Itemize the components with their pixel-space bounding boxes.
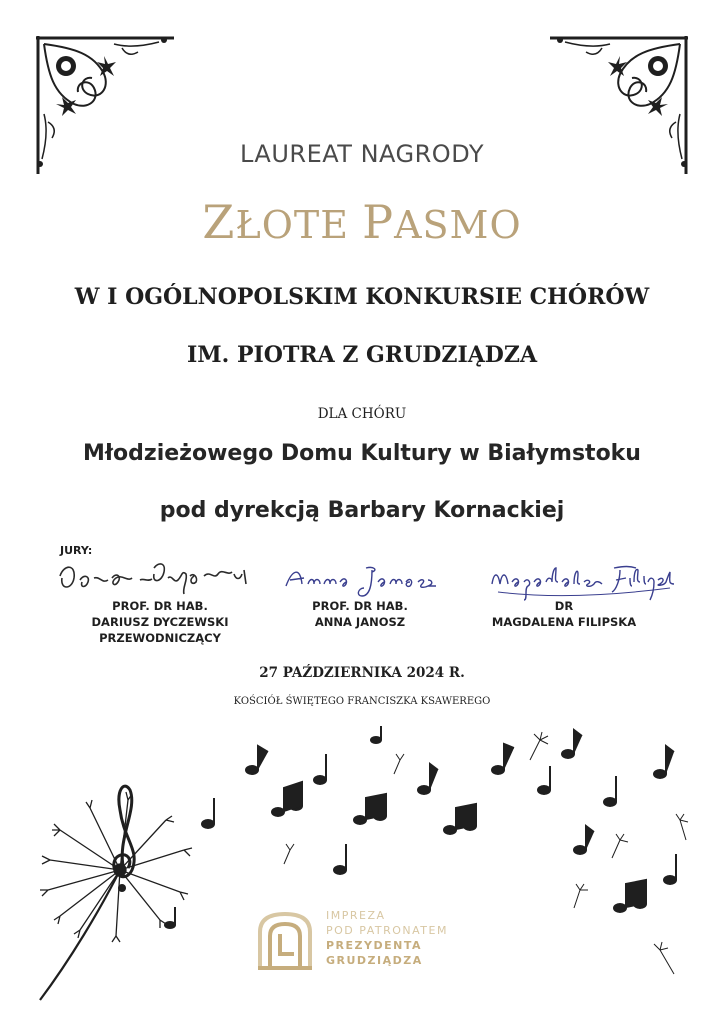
- patronage-line-1: IMPREZA: [326, 909, 386, 922]
- event-date: 27 PAŹDZIERNIKA 2024 R.: [259, 665, 465, 681]
- award-initial-1: Z: [202, 195, 236, 249]
- music-note-icon: [165, 726, 676, 928]
- contest-line-2: IM. PIOTRA Z GRUDZIĄDZA: [186, 342, 538, 368]
- jury-member-title: DR: [554, 599, 574, 613]
- jury-member-name: ANNA JANOSZ: [314, 615, 406, 629]
- jury-member-name: MAGDALENA FILIPSKA: [491, 615, 637, 629]
- choir-name: Młodzieżowego Domu Kultury w Białymstoku: [83, 441, 641, 466]
- jury-member-title: PROF. DR HAB.: [112, 599, 208, 613]
- jury-label: JURY:: [60, 544, 93, 557]
- for-choir-label: DLA CHÓRU: [317, 406, 407, 422]
- patronage-line-4: GRUDZIĄDZA: [326, 954, 423, 967]
- patronage-line-2: POD PATRONATEM: [326, 924, 448, 937]
- jury-member-3: [464, 598, 664, 630]
- event-place: KOŚCIÓŁ ŚWIĘTEGO FRANCISZKA KSAWEREGO: [233, 696, 491, 707]
- certificate-heading: LAUREAT NAGRODY: [239, 140, 485, 168]
- contest-line-1: W I OGÓLNOPOLSKIM KONKURSIE CHÓRÓW: [74, 284, 650, 310]
- signature-dariusz-dyczewski: [54, 556, 254, 602]
- conductor-line: pod dyrekcją Barbary Kornackiej: [159, 498, 565, 523]
- award-initial-2: P: [362, 195, 395, 249]
- dandelion-icon: [40, 792, 192, 1000]
- patronage-logo-icon: [254, 910, 316, 972]
- jury-member-role: PRZEWODNICZĄCY: [99, 631, 221, 645]
- jury-member-name: DARIUSZ DYCZEWSKI: [91, 615, 229, 629]
- patronage-line-3: PREZYDENTA: [326, 939, 423, 952]
- signature-anna-janosz: [280, 560, 440, 600]
- award-word-1-rest: ŁOTE: [235, 203, 350, 247]
- patronage-block: [254, 906, 494, 976]
- jury-member-1: [60, 598, 260, 646]
- award-name: [0, 195, 724, 249]
- jury-member-2: [260, 598, 460, 630]
- jury-member-title: PROF. DR HAB.: [312, 599, 408, 613]
- award-word-2-rest: ASMO: [394, 203, 522, 247]
- patronage-text: [326, 908, 448, 968]
